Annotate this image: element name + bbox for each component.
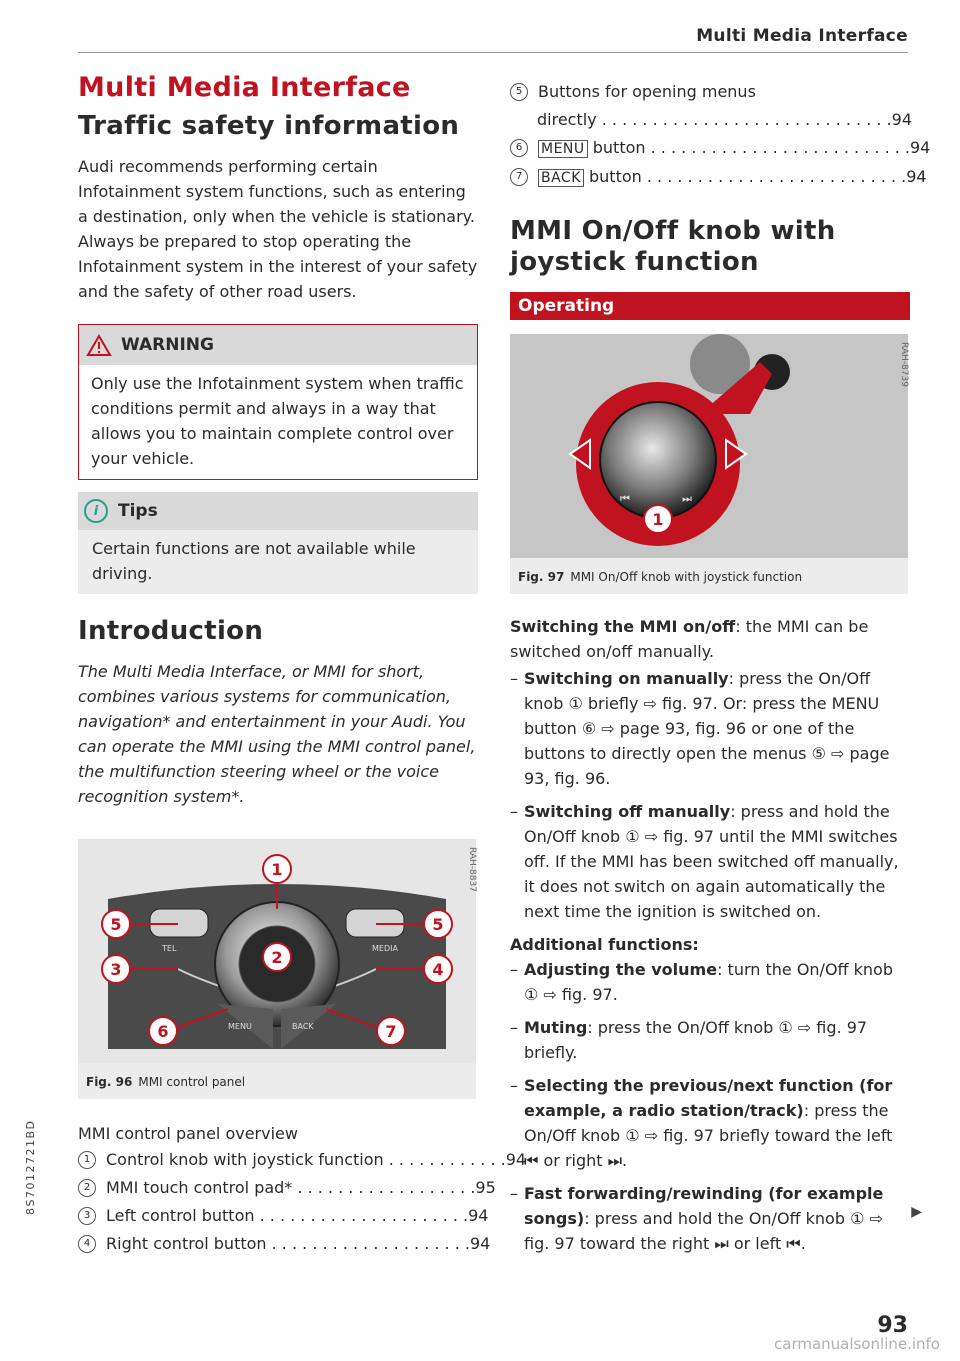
- list-item: [510, 1015, 910, 1065]
- running-header: Multi Media Interface: [696, 26, 908, 46]
- safety-body: Audi recommends performing certain Infotainment system functions, such as entering a destination, only when the vehicle is stationary. Always be prepared to stop operating the Infotainment system in the interest of your safety and the safety of other road users.: [78, 157, 478, 301]
- onoff-title: MMI On/Off knob with joystick function: [510, 216, 836, 277]
- introduction-body: The Multi Media Interface, or MMI for short, combines various systems for communication, navigation* and entertainment in your Audi. You can operate the MMI using the MMI control panel, the multifunction steering wheel or the voice recognition system*.: [78, 662, 476, 806]
- callout-4: 4: [432, 960, 444, 979]
- list-item: [510, 1073, 910, 1173]
- fig96-code: RAH-8837: [467, 847, 477, 892]
- list-page: 94: [505, 1150, 527, 1169]
- callout-1: 1: [271, 860, 283, 879]
- list-text: button . . . . . . . . . . . . . . . . . . . . . . . . . .: [592, 138, 910, 157]
- introduction-title: Introduction: [78, 616, 264, 646]
- on-manually-rest: : press the On/Off knob ① briefly ⇨ fig. 97. Or: press the MENU button ⑥ ⇨ page 93, fig. 96 or one of the buttons to directly open the menus ⑤ ⇨ page 93, fig. 96.: [524, 669, 890, 788]
- list-number: 2: [78, 1179, 96, 1197]
- tel-label: TEL: [162, 944, 177, 953]
- list-number: 5: [510, 83, 528, 101]
- fig97-code: RAH-8739: [899, 342, 909, 387]
- list-number: 7: [510, 168, 528, 186]
- warning-label: WARNING: [121, 335, 214, 355]
- list-text: Control knob with joystick function . . . . . . . . . . . .: [106, 1150, 506, 1169]
- list-text: button . . . . . . . . . . . . . . . . . . . . . . . . . .: [589, 167, 907, 186]
- prevnext-lead: Selecting the previous/next function (for example, a radio station/track): [524, 1076, 893, 1120]
- off-manually-lead: Switching off manually: [524, 802, 731, 821]
- list-item: [510, 78, 910, 106]
- list-page: 94: [891, 110, 912, 129]
- list-text: MMI touch control pad* . . . . . . . . . . . . . . . . . .: [106, 1178, 476, 1197]
- figure-97-caption: [510, 562, 908, 594]
- fig97-caption-text: MMI On/Off knob with joystick function: [570, 570, 803, 584]
- watermark: carmanualsonline.info: [774, 1335, 940, 1353]
- switching-list: [510, 666, 910, 924]
- onoff-knob-illustration: [510, 334, 908, 558]
- callout-5-right: 5: [432, 915, 444, 934]
- list-item: [78, 1174, 496, 1202]
- list-page: 95: [475, 1178, 496, 1197]
- list-item: [78, 1202, 489, 1230]
- list-item: [78, 1230, 491, 1258]
- callout-2: 2: [271, 948, 283, 967]
- next-page-arrow: ▶: [911, 1204, 922, 1220]
- safety-title: Traffic safety information: [78, 111, 460, 141]
- additional-heading: Additional functions:: [510, 935, 699, 954]
- ff-rest: : press and hold the On/Off knob ① ⇨ fig. 97 toward the right ⏭ or left ⏮.: [524, 1209, 883, 1253]
- volume-lead: Adjusting the volume: [524, 960, 718, 979]
- muting-lead: Muting: [524, 1018, 588, 1037]
- list-item: [510, 134, 931, 163]
- operating-bar: Operating: [510, 292, 910, 320]
- tips-body: Certain functions are not available while driving.: [92, 539, 416, 583]
- list-item: [78, 1146, 527, 1174]
- callout-6: 6: [157, 1022, 169, 1041]
- figure-97: [510, 334, 908, 594]
- list-number: 6: [510, 139, 528, 157]
- tips-label: Tips: [118, 501, 158, 521]
- right-column: [510, 78, 931, 1264]
- menu-key: MENU: [538, 140, 588, 158]
- prevnext-rest: : press the On/Off knob ① ⇨ fig. 97 briefly toward the left ⏮ or right ⏭.: [524, 1101, 893, 1170]
- tips-box: [78, 492, 478, 594]
- list-item: [510, 957, 910, 1007]
- overview-list: [78, 1146, 527, 1258]
- list-text: directly . . . . . . . . . . . . . . . . . . . . . . . . . . . . .: [537, 110, 892, 129]
- additional-list: [510, 957, 910, 1256]
- tips-header: [78, 492, 478, 530]
- warning-icon: [87, 334, 111, 356]
- list-text: Buttons for opening menus: [538, 82, 756, 101]
- next-icon: ⏭: [682, 492, 692, 505]
- chapter-title: Multi Media Interface: [78, 72, 411, 103]
- media-label: MEDIA: [372, 944, 398, 953]
- mmi-control-panel-illustration: [78, 839, 476, 1063]
- menu-label: MENU: [228, 1022, 252, 1031]
- callout-5-left: 5: [110, 915, 122, 934]
- on-manually-lead: Switching on manually: [524, 669, 729, 688]
- overview-heading: MMI control panel overview: [78, 1124, 298, 1143]
- callout-1: 1: [652, 510, 664, 529]
- fig96-caption-text: MMI control panel: [138, 1075, 246, 1089]
- switching-lead: Switching the MMI on/off: [510, 617, 736, 636]
- list-page: 94: [906, 167, 927, 186]
- list-page: 94: [910, 138, 931, 157]
- list-page: 94: [468, 1206, 489, 1225]
- list-item-continued: [510, 106, 910, 134]
- callout-7: 7: [385, 1022, 397, 1041]
- info-icon: i: [84, 499, 108, 523]
- switching-rest: : the MMI can be switched on/off manually.: [510, 617, 869, 661]
- back-label: BACK: [292, 1022, 314, 1031]
- list-text: Left control button . . . . . . . . . . . . . . . . . . . . .: [106, 1206, 469, 1225]
- warning-header: [79, 325, 477, 365]
- figure-96-caption: [78, 1067, 476, 1099]
- fig97-label: Fig. 97: [518, 570, 565, 584]
- list-page: 94: [469, 1234, 491, 1253]
- callout-3: 3: [110, 960, 122, 979]
- list-item: [510, 799, 910, 924]
- warning-box: [78, 324, 478, 480]
- ff-lead: Fast forwarding/rewinding (for example songs): [524, 1184, 884, 1228]
- list-item: [510, 1181, 910, 1256]
- fig96-label: Fig. 96: [86, 1075, 133, 1089]
- list-item: [510, 163, 927, 192]
- prev-icon: ⏮: [620, 492, 630, 505]
- off-manually-rest: : press and hold the On/Off knob ① ⇨ fig. 97 until the MMI switches off. If the MMI has been switched off manually, it does not switch on again automatically the next time the ignition is switched on.: [524, 802, 899, 921]
- page-number: 93: [877, 1313, 908, 1338]
- list-number: 3: [78, 1207, 96, 1225]
- list-item: [510, 666, 910, 791]
- volume-rest: : turn the On/Off knob ① ⇨ fig. 97.: [524, 960, 893, 1004]
- left-column: [78, 72, 527, 1258]
- switching-paragraph: [510, 614, 910, 664]
- header-rule: [78, 52, 908, 53]
- list-number: 4: [78, 1235, 96, 1253]
- list-number: 1: [78, 1151, 96, 1169]
- figure-96: [78, 839, 476, 1099]
- warning-body: Only use the Infotainment system when traffic conditions permit and always in a way that allows you to maintain complete control over your vehicle.: [91, 374, 464, 468]
- muting-rest: : press the On/Off knob ① ⇨ fig. 97 briefly.: [524, 1018, 868, 1062]
- document-code: 8S7012721BD: [24, 1119, 37, 1215]
- list-text: Right control button . . . . . . . . . . . . . . . . . . . .: [106, 1234, 470, 1253]
- back-key: BACK: [538, 169, 584, 187]
